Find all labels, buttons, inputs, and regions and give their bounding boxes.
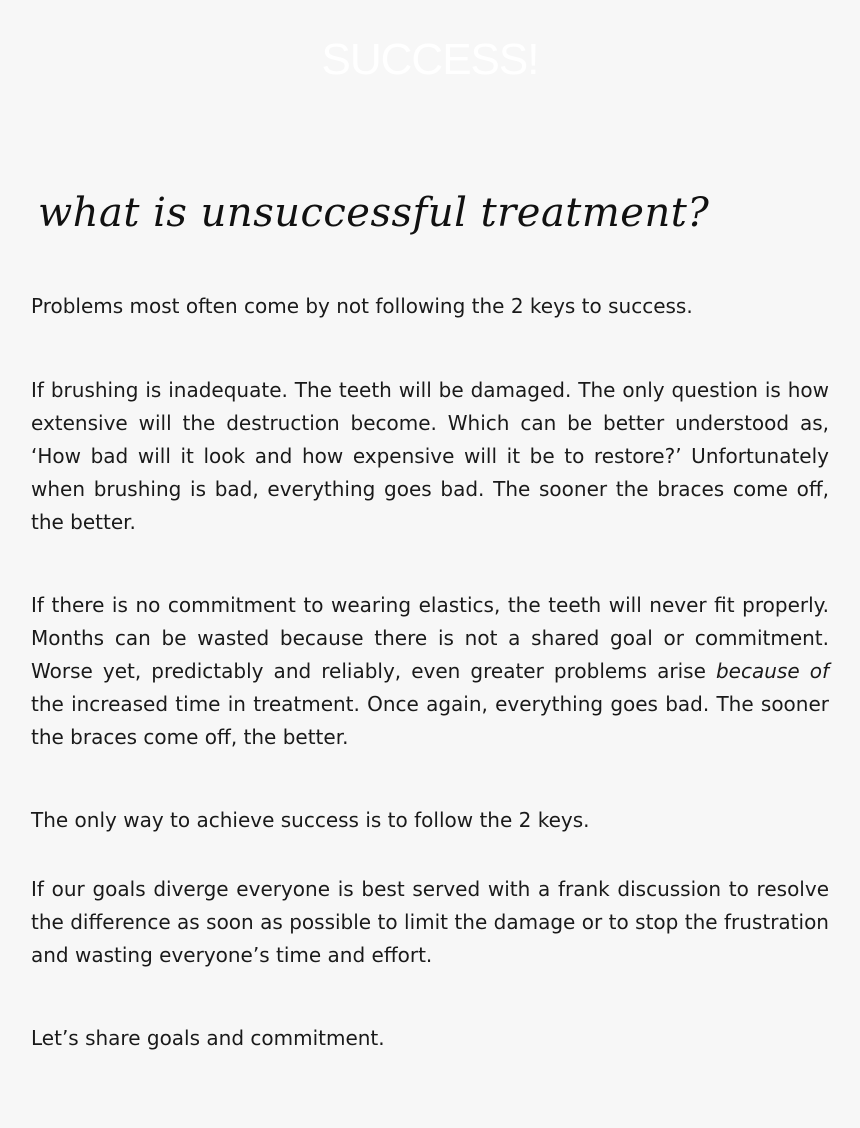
elastics-text-after: the increased time in treatment. Once again, everything goes bad. The sooner the braces come off, the better. bbox=[31, 692, 829, 749]
closing-paragraph: Let’s share goals and commitment. bbox=[31, 1026, 385, 1050]
brushing-paragraph: If brushing is inadequate. The teeth will be damaged. The only question is how extensive will the destruction become. Which can be better understood as, ‘How bad will it look and how expensive will it be to restore?’ Unfortunately when brushing is bad, everything goes bad. The sooner the braces come off, the better. bbox=[31, 378, 829, 534]
elastics-emphasis: because of bbox=[715, 659, 829, 683]
section-heading: what is unsuccessful treatment? bbox=[38, 190, 710, 236]
header-title: SUCCESS! bbox=[321, 35, 539, 84]
diverge-paragraph: If our goals diverge everyone is best served with a frank discussion to resolve the difference as soon as possible to limit the damage or to stop the frustration and wasting everyone’s time and effort. bbox=[31, 877, 829, 967]
only-way-paragraph: The only way to achieve success is to follow the 2 keys. bbox=[31, 808, 590, 832]
elastics-paragraph bbox=[31, 589, 829, 754]
elastics-text-before: If there is no commitment to wearing elastics, the teeth will never fit properly. Months can be wasted because there is not a shared goal or commitment. Worse yet, predictably and reliably, even greater problems arise bbox=[31, 593, 829, 683]
intro-paragraph: Problems most often come by not following the 2 keys to success. bbox=[31, 294, 693, 318]
